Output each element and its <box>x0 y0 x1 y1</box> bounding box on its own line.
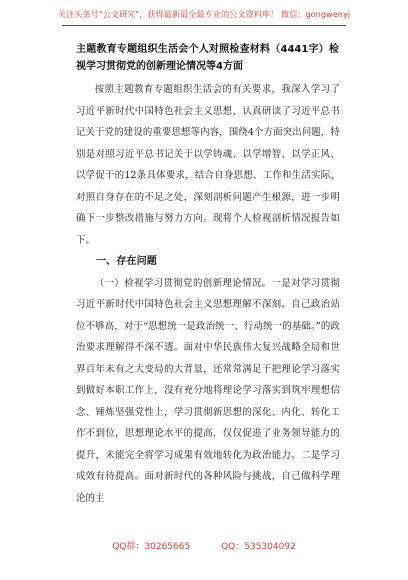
document-body <box>76 79 340 509</box>
section-paragraph: （一）检视学习贯彻党的创新理论情况。一是对学习贯彻习近平新时代中国特色社会主义思想理解不深刻。自己政治站位不够高，对于“思想统一是政治统一、行动统一的基础。”的政治要求理解得不深不透。面对中华民族伟大复兴战略全局和世界百年未有之大变局的大背景，还常常满足于把理论学习落实到做好本职工作上，没有充分地将理论学习落实到筑牢理想信念、锤炼坚强党性上，学习贯彻新思想的深化、内化、转化工作不到位，思想理论水平的提高，仅仅促进了业务领导能力的提升，未能完全将学习成果有效地转化为政治能力。二是学习成效有待提高。面对新时代的各种风险与挑战，自己做科学理论的主 <box>76 277 340 504</box>
footer-qq-number: QQ：535304092 <box>221 542 296 552</box>
document-title: 主题教育专题组织生活会个人对照检查材料（4441字）检视学习贯彻党的创新理论情况等4方面 <box>76 44 339 72</box>
footer-qq-group: QQ群：30265665 <box>112 542 191 552</box>
header-divider <box>62 25 346 26</box>
footer-contact <box>0 539 408 552</box>
section-heading: 一、存在问题 <box>96 256 157 267</box>
intro-paragraph: 按照主题教育专题组织生活会的有关要求，我深入学习了习近平新时代中国特色社会主义思想，认真研读了习近平总书记关于党的建设的重要思想等内容，围绕4个方面突出问题，特别是对照习近平总书记关于以学铸魂、以学增智、以学正风、以学促干的12条具体要求，结合自身思想、工作和生活实际，对照自身存在的不足之处，深刻剖析问题产生根源，进一步明确下一步整改措施与努力方向。现将个人检视剖析情况报告如下。 <box>76 84 340 246</box>
header-banner: 关注头条号"公文研究"，获得最新最全最专业的公文资料库！ 微信：gongwenyj <box>57 9 351 19</box>
